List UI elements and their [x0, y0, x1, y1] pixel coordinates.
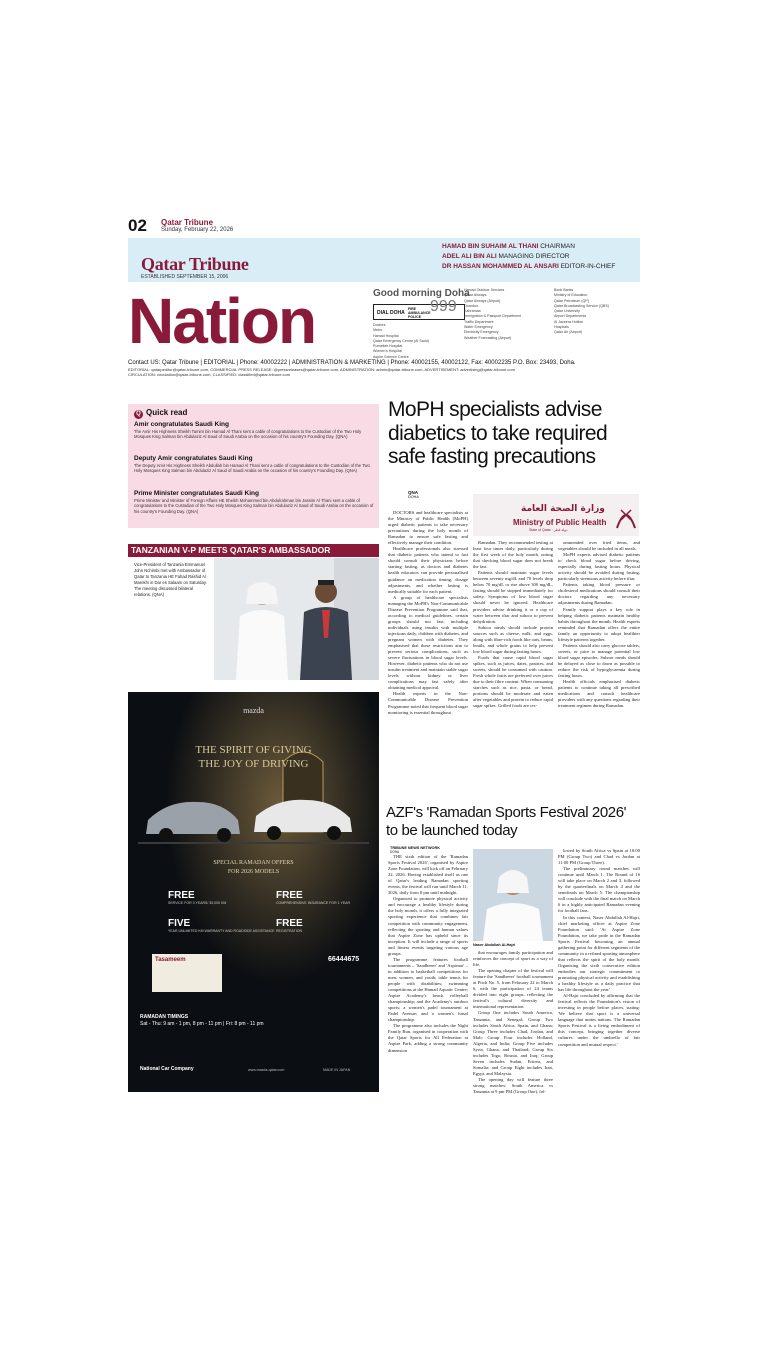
emergency-services: FIRE AMBULANCE POLICE: [408, 307, 431, 319]
main-headline: MoPH specialists advise diabetics to take required safe fasting precautions: [388, 398, 608, 468]
sports-column-1: [388, 854, 468, 1090]
main-column-3: [558, 540, 640, 800]
sports-headline: AZF's 'Ramadan Sports Festival 2026' to be launched today: [386, 804, 627, 839]
ad-website: www.mazda-qatar.com: [248, 1068, 285, 1072]
byline-place: DOHA: [408, 495, 419, 499]
quick-read-headline: Prime Minister congratulates Saudi King: [134, 490, 259, 497]
offer-label: FREE: [276, 890, 303, 901]
folio: [128, 216, 640, 236]
offer-detail: SERVICE FOR 3 YEARS/ 30,000 KM: [168, 901, 227, 905]
quick-read-heading: [134, 408, 187, 419]
quick-read-headline: Deputy Amir congratulates Saudi King: [134, 455, 253, 462]
established-line: ESTABLISHED SEPTEMBER 15, 2006: [141, 274, 229, 280]
newspaper-page: [128, 212, 640, 1095]
directory-entry: Water Emergency: [464, 325, 493, 330]
tanzania-headline: TANZANIAN V-P MEETS QATAR'S AMBASSADOR: [128, 544, 379, 557]
quick-read-item: [134, 490, 374, 514]
directory-entry: Qatar University: [554, 309, 580, 314]
timings: Sat - Thu: 9 am - 1 pm, 8 pm - 11 pm | Fri: 8 pm - 11 pm: [140, 1021, 264, 1027]
directory-entry: Metro: [373, 328, 383, 333]
quick-read-box: [128, 404, 379, 528]
paragraph: A group of healthcare specialists managing the MoPH's Non-Communicable Disease Prevention Programme said that, according to medical guidelines, certain groups should not fast, including individuals using insulin with multiple injections daily, children with diabetes, and pregnant women with diabetes. They emphasised that these restrictions aim to prevent serious complications, such as severe fluctuations in blood sugar levels. However, diabetic patients who do not use insulin treatment and maintain stable sugar levels without kidney or liver complications may fast safely after obtaining medical approval.: [388, 594, 468, 691]
quick-read-headline: Amir congratulates Saudi King: [134, 421, 229, 428]
offer-item: [168, 890, 226, 905]
al-hajri-caption: Naser Abdullah Al-Hajri: [473, 943, 516, 947]
made-in-japan: MADE IN JAPAN: [323, 1068, 351, 1072]
directory-entry: Qatar Airways (Airport): [464, 298, 501, 303]
paragraph: DOCTORS and healthcare specialists at the Ministry of Public Health (MoPH) urged diabetic patients to take necessary precautions during the holy month of Ramadan to ensure safe fasting and effectively manage their condition.: [388, 510, 468, 546]
tanzania-photo: [214, 558, 379, 680]
paragraph: Patients should maintain sugar levels between seventy mg/dL and 70 levels drop below 70 mg/dL or rise above 300 mg/dL, fasting should be stopped immediately for safety. Symptoms of low blood sugar should never be ignored. Healthcare providers advise drinking it or a cup of water between iftar and suhoor to prevent dehydration.: [473, 570, 553, 624]
paragraph: Organised to promote physical activity and encourage a healthy lifestyle during the holy month, it offers a fully integrated sporting experience that combines fair competition with community engagement, reflecting the sporting and human values that Aspire Zone has upheld since its inception. It will include a range of sports and fitness events targeting various age groups.: [388, 896, 468, 956]
quick-read-item: [134, 455, 374, 474]
greeting: Good morning Doha: [373, 288, 470, 299]
paragraph: Foods that cause rapid blood sugar spikes, such as juices, dates, pastries, and sweets, should be consumed with caution. Fresh whole fruits are preferred over juices due to their fibre content. When consuming starches such as rice, pasta, or bread, portions should be moderate and eaten after vegetables and protein to reduce rapid sugar spikes. Grilled foods are rec-: [473, 654, 553, 709]
staff-name: DR HASSAN MOHAMMED AL ANSARI: [442, 263, 559, 270]
offer-detail: YEAR UNLIMITED KM WARRANTY AND ROADSIDE ASSISTANCE: [168, 929, 275, 933]
directory-entry: Qatar Airways: [464, 293, 487, 298]
moph-logo-sub: State of Qatar · دولة قطر: [529, 528, 568, 532]
offers-subtitle: FOR 2026 MODELS: [227, 869, 280, 875]
staff-list: [442, 242, 638, 272]
paragraph: Suhoor meals should include protein sources such as cheese, milk, and eggs, along with fibre-rich foods like oats, beans, lentils, and whole grains to help prevent low blood sugar during fasting hours.: [473, 624, 553, 654]
paragraph: THE sixth edition of the 'Ramadan Sports Festival 2026', organised by Aspire Zone Foundation, will kick off on February 22, 2026. Having established itself as one of Qatar's leading Ramadan sporting events, the festival will run until March 11, 2026, daily from 8 pm until midnight.: [388, 854, 468, 896]
tanzania-caption: Vice-President of Tanzania Emmanuel John Nchimbi met with Ambassador of Qatar to Tanzania HE Fahad Rashid Al Marekhi in Dar es Salaam on Saturday. The meeting discussed bilateral relations. (QNA): [134, 562, 207, 597]
staff-row: [442, 242, 638, 252]
paragraph: lowed by South Africa vs Spain at 10:00 PM (Group Two) and Chad vs Jordan at 11:00 PM (Group Three).: [558, 848, 640, 866]
paragraph: The programme features football tournaments – 'Sandheeer' and 'Aspirnar' – in addition to basketball competitions for men, women, and youth; table tennis for people with disabilities; swimming competitions at the Hamad Aquatic Centre; Aspire Academy's beach volleyball championship; and the Academy's outdoor sports; a women's padel tournament at Padel Avenue; and a women's futsal championship.: [388, 956, 468, 1023]
directory-entry: Qatar Petroleum (QP): [554, 298, 589, 303]
directory-entry: Traffic Department: [464, 319, 494, 324]
offer-detail: REGISTRATION: [276, 929, 302, 933]
section-title: Nation: [128, 285, 316, 357]
staff-role: MANAGING DIRECTOR: [498, 253, 570, 260]
offer-item: [168, 918, 275, 933]
paragraph: Health officials emphasised diabetic patients to continue taking all prescribed medications and consult healthcare providers with any questions regarding their treatment regimen during Ramadan.: [558, 679, 640, 709]
directory-entry: Rumeilah Hospital: [373, 344, 403, 349]
paragraph: Health experts in the Non-Communicable Disease Prevention Programme noted that frequent blood sugar monitoring is essential throughout: [388, 691, 468, 715]
dealer-logo: Tasameem: [152, 954, 222, 992]
staff-name: HAMAD BIN SUHAIM AL THANI: [442, 243, 539, 250]
contacts-emails: EDITORIAL: qatarpeditor@qatar-tribune.com, COMMERCIAL PRESS RELEASE: @pressreleases@qatar-tribune.com, ADMINISTRATION: admin@qatar-tribune.com, ADVERTISEMENT: advertising@qatar-tribune.com: [128, 367, 515, 372]
directory-entry: Qatar Air (Airport): [554, 330, 583, 335]
main-column-2: [473, 540, 553, 800]
folio-date: Sunday, February 22, 2026: [161, 227, 234, 233]
contacts-circulation: CIRCULATION: circulation@qatar-tribune.com, CLASSIFIED: classified@qatar-tribune.com: [128, 372, 291, 377]
directory-col-2: [464, 288, 546, 341]
byline-source: TRIBUNE NEWS NETWORK: [390, 846, 440, 850]
moph-logo: [473, 494, 639, 536]
paragraph: MoPH experts advised diabetic patients to check blood sugar before driving, especially during fasting hours. Physical activity should be avoided during fasting, particularly strenuous activity before iftar.: [558, 552, 640, 582]
directory-entry: Immigration & Passport Department: [464, 314, 522, 319]
paragraph: The opening day will feature three strong matches: South America vs Tanzania at 9 pm PM (Group One), fol-: [473, 1076, 553, 1095]
directory-entry: Aspire Science Centre: [373, 354, 409, 359]
paragraph: The opening chapter of the festival will feature the 'Sandheeer' football tournament at Pitch No. 5, from February 22 to March 6, with the participation of 24 teams divided into eight groups, reflecting the festival's cultural diversity and international representation.: [473, 968, 553, 1010]
paragraph: ommended over fried items, and vegetables should be included in all meals.: [558, 540, 640, 552]
directory-entry: Women's Hospital: [373, 349, 402, 354]
paragraph: Group One includes South America, Tanzania, and Senegal; Group Two includes South Africa, Spain, and Ghana; Group Three includes Chad, Jordan, and Mali; Group Four includes Holland, Algeria, and India; Group Five includes Syria, Ghana, and Thailand; Group Six includes Togo, Bosnia, and Iraq; Group Seven includes Sudan, Eritrea, and Somalia; and Group Eight includes Iran, Egypt, and Malaysia.: [473, 1010, 553, 1076]
paragraph: Healthcare professionals also stressed that diabetic patients who intend to fast should consult their physicians before starting fasting, as doctors and diabetes health educators can provide personalised guidance on medication timing, dosage adjustments, and whether fasting is medically suitable for each patient.: [388, 546, 468, 594]
paragraph: The preliminary round matches will continue until March 1. The Round of 16 will take place on March 2 and 3, followed by the quarterfinals on March 4 and the semifinals on March 5. The championship will conclude with the final match on March 6 in a highly anticipated Ramadan evening for football fans.: [558, 866, 640, 914]
directory-entry: Qatar Broadcasting Service (QBS): [554, 303, 609, 308]
directory-entry: Electricity Emergency: [464, 330, 499, 335]
contacts-line: Contact US: Qatar Tribune | EDITORIAL | Phone: 40002222 | ADMINISTRATION & MARKETING | Phone: 40002155, 40002122, Fax: 40002235 P.O. Box: 23493, Doha.: [128, 360, 576, 366]
dealer-name: National Car Company: [140, 1066, 194, 1072]
offer-label: FIVE: [168, 918, 191, 929]
sports-column-3: [558, 848, 640, 1090]
contacts-block: [128, 360, 640, 377]
directory-entry: Hospitals: [554, 325, 569, 330]
staff-name: ADEL ALI BIN ALI: [442, 253, 497, 260]
offer-item: [276, 890, 350, 905]
ad-tagline-1: THE SPIRIT OF GIVING: [195, 744, 312, 756]
directory-entry: Hamad Outdoor Services: [464, 288, 505, 292]
mazda-advertisement: [128, 692, 379, 1092]
dial-doha-label: DIAL DOHA: [377, 310, 405, 316]
quick-read-body: Prime Minister and Minister of Foreign Affairs HE Sheikh Mohammed bin Abdulrahman bin Jassim Al Thani sent a cable of congratulations to the Custodian of the Two Holy Mosques King Salman bin Abdulaziz Al Saud of Saudi Arabia on the occasion of his country's Founding Day. (QNA): [134, 498, 374, 514]
paragraph: that encourages family participation and reinforces the concept of sport as a way of life.: [473, 950, 553, 968]
paragraph: Family support plays a key role in helping diabetic patients maintain healthy habits throughout the month. Health experts reminded that Ramadan offers the entire family an opportunity to adopt healthier lifestyle patterns together.: [558, 606, 640, 642]
offer-item: [276, 918, 303, 933]
quick-read-body: The Deputy Amir His Highness Sheikh Abdullah bin Hamad Al Thani sent a cable of congratulations to the Custodian of the Two Holy Mosques King Salman bin Abdulaziz Al Saud of Saudi Arabia on the occasion of his country's Founding Day. (QNA): [134, 463, 370, 474]
directory-entry: Hamad Hospital: [373, 333, 399, 338]
directory-entry: Doctors: [373, 323, 386, 327]
ad-tagline-2: THE JOY OF DRIVING: [198, 758, 309, 770]
directory-entry: Qatar Emergency Centre (Al Sadd): [373, 338, 429, 343]
mazda-brand: mazda: [243, 706, 264, 715]
directory-entry: Al Jazeera Hotline: [554, 319, 584, 324]
portrait-illustration: [473, 849, 553, 941]
byline-source: QNA: [408, 490, 418, 495]
offer-label: FREE: [168, 890, 195, 901]
al-hajri-photo: [473, 849, 553, 941]
quick-read-body: The Amir His Highness Sheikh Tamim bin Hamad Al Thani sent a cable of congratulations to the Custodian of the Two Holy Mosques King Salman bin Abdulaziz Al Saud of Saudi Arabia on the occasion of his country's Founding Day. (QNA): [134, 429, 362, 440]
main-column-1: [388, 510, 468, 800]
timings-title: RAMADAN TIMINGS: [140, 1014, 189, 1020]
newspaper-logo: Qatar Tribune: [141, 254, 249, 274]
emergency-number: 999: [430, 298, 457, 315]
offer-label: FREE: [276, 918, 303, 929]
directory-entry: Airport Departments: [554, 314, 587, 319]
paragraph: Patients taking blood pressure or cholesterol medications should consult their doctors regarding any necessary adjustments during Ramadan.: [558, 582, 640, 606]
quick-read-icon: Q: [134, 410, 143, 419]
sports-column-2: [473, 950, 553, 1095]
directory-entry: Ministry of Education: [554, 293, 588, 298]
offers-title: SPECIAL RAMADAN OFFERS: [213, 860, 294, 866]
directory-entry: Ooredoo: [464, 303, 478, 308]
directory-col-3: [554, 288, 638, 336]
paragraph: Patients should also carry glucose tablets, sweets, or juice to manage potential low blood sugar episodes. Suhoor meals should be delayed as close to dawn as possible to reduce the risk of hypoglycaemia during fasting hours.: [558, 642, 640, 679]
staff-row: [442, 252, 638, 262]
directory-entry: Book Banks: [554, 288, 574, 292]
moph-logo-arabic: وزارة الصحة العامة: [521, 504, 605, 514]
staff-role: EDITOR-IN-CHIEF: [560, 263, 616, 270]
moph-logo-english: Ministry of Public Health: [513, 518, 607, 527]
staff-row: [442, 262, 638, 272]
directory-col-1: [373, 323, 433, 360]
paragraph: The programme also includes the Night Family Run, organised in cooperation with the Qatar Sports for All Federation at Aspire Park, adding a strong community dimension: [388, 1023, 468, 1053]
qatar-emblem-icon: [615, 500, 637, 530]
main-byline: [408, 490, 419, 499]
folio-brand: Qatar Tribune: [161, 218, 214, 227]
byline-place: DOHA: [390, 850, 400, 854]
paragraph: Ramadan. They recommended testing at least four times daily, particularly during the first week of the holy month, noting that checking blood sugar does not break the fast.: [473, 540, 553, 570]
meeting-photo-illustration: [214, 558, 379, 680]
quick-read-title: Quick read: [146, 408, 188, 417]
staff-role: CHAIRMAN: [540, 243, 575, 250]
ad-phone: 66444675: [328, 956, 360, 963]
masthead: [128, 238, 640, 360]
page-number: 02: [128, 216, 147, 235]
directory-entry: Weather Forecasting (Airport): [464, 335, 512, 340]
sports-byline: [390, 846, 440, 854]
directory-entry: Kahramaa: [464, 309, 481, 314]
paragraph: In this context, Naser Abdullah Al-Hajri, chief marketing officer at Aspire Zone Foundation said: 'At Aspire Zone Foundation, we take pride in the Ramadan Sports Festival becoming an annual gathering point for different segments of the community in a refined sporting atmosphere that reflects the spirit of the holy month. Organising the sixth consecutive edition embodies our strategic commitment to promoting physical activity and establishing a healthy lifestyle as a daily practice that has life throughout the year.': [558, 914, 640, 993]
paragraph: Al-Hajri concluded by affirming that the festival reflects the Foundation's vision of investing in people before places, stating: 'We believe that sport is a universal language that unites nations. The Ramadan Sports Festival is a living embodiment of this concept, bringing together diverse cultures under the umbrella of fair competition and mutual respect.': [558, 993, 640, 1047]
quick-read-item: [134, 421, 374, 440]
offer-detail: COMPREHENSIVE INSURANCE FOR 1 YEAR: [276, 901, 351, 905]
